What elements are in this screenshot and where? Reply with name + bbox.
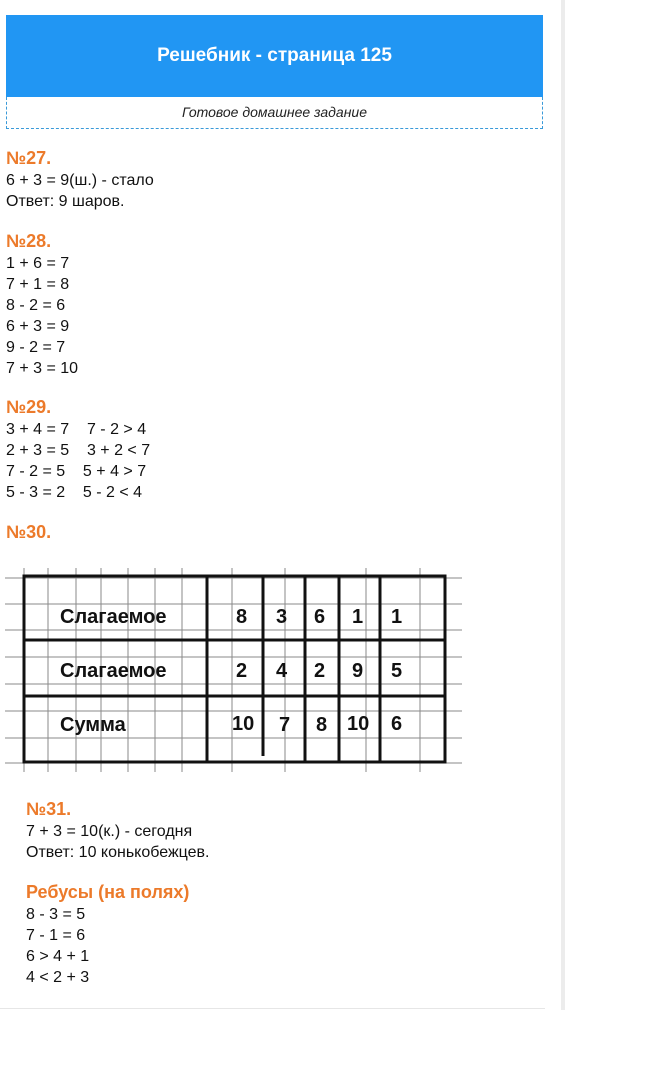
task-30 [6,521,51,544]
task-title: №28. [6,231,52,251]
table-cell: 1 [391,606,403,628]
row-label: Слагаемое [60,606,167,628]
task-title: №31. [26,799,72,819]
table-cell: 10 [347,713,370,735]
table-cell: 3 [276,606,288,628]
task-line: 6 + 3 = 9 [6,318,70,335]
task-27 [6,147,154,212]
table-cell: 9 [352,660,364,682]
task-rebuses [26,881,189,988]
answer-table-image [0,560,470,780]
task-line: 6 + 3 = 9(ш.) - стало [6,172,154,189]
table-cell: 4 [276,660,288,682]
task-line: 1 + 6 = 7 [6,255,70,272]
page-title: Решебник - страница 125 [157,45,392,66]
page-right-border [561,0,565,1010]
table-cell: 6 [314,606,326,628]
table-cell: 7 [279,714,291,736]
table-cell: 8 [316,714,328,736]
table-cell: 6 [391,713,403,735]
task-line: 7 + 3 = 10 [6,360,79,377]
task-line: 7 + 1 = 8 [6,276,70,293]
task-line: 6 > 4 + 1 [26,948,90,965]
task-title: №29. [6,397,52,417]
table-cell: 1 [352,606,364,628]
task-line: Ответ: 9 шаров. [6,193,125,210]
page-subtitle-text: Готовое домашнее задание [181,104,367,120]
table-cell: 2 [314,660,326,682]
row-label: Слагаемое [60,660,167,682]
task-line: 7 - 1 = 6 [26,927,86,944]
task-line: 8 - 2 = 6 [6,297,66,314]
row-label: Сумма [60,714,126,736]
task-title: Ребусы (на полях) [26,882,190,902]
table-cell: 10 [232,713,255,735]
task-line: 7 + 3 = 10(к.) - сегодня [26,823,193,840]
table-cell: 5 [391,660,403,682]
task-title: №27. [6,148,52,168]
page-header [6,15,543,97]
task-29 [6,396,150,503]
table-cell: 8 [236,606,248,628]
task-line: 5 - 3 = 2 5 - 2 < 4 [6,484,143,501]
page-bottom-border [0,1008,545,1009]
task-line: 8 - 3 = 5 [26,906,86,923]
task-title: №30. [6,522,52,542]
task-31 [26,798,209,863]
task-line: 9 - 2 = 7 [6,339,66,356]
task-line: 4 < 2 + 3 [26,969,90,986]
page-subtitle [6,97,543,129]
table-cell: 2 [236,660,248,682]
task-line: 3 + 4 = 7 7 - 2 > 4 [6,421,147,438]
task-line: 7 - 2 = 5 5 + 4 > 7 [6,463,147,480]
task-line: Ответ: 10 конькобежцев. [26,844,210,861]
task-28 [6,230,78,379]
task-line: 2 + 3 = 5 3 + 2 < 7 [6,442,151,459]
